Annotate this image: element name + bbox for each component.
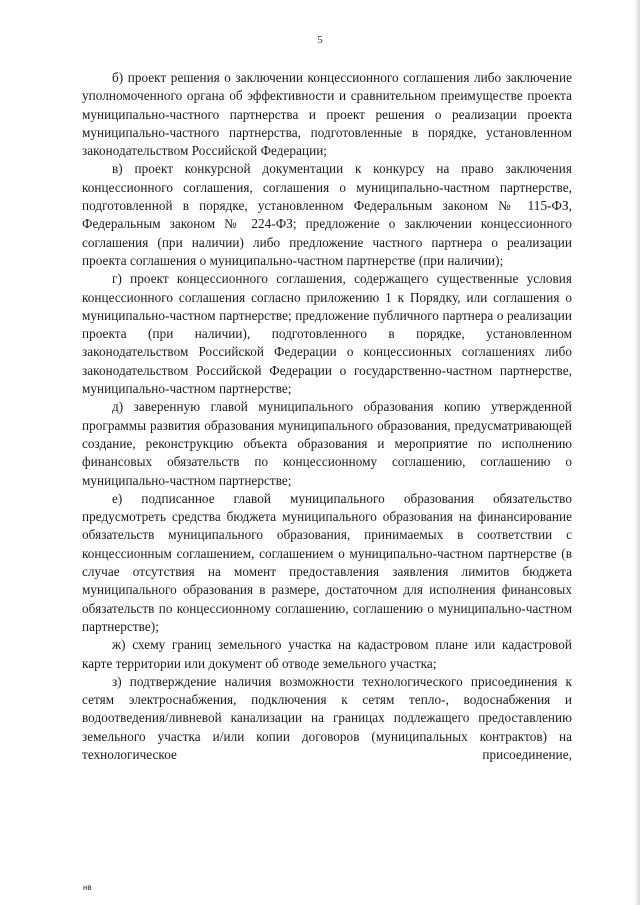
paragraph-zh: ж) схему границ земельного участка на кадастровом плане или кадастровой карте территории или документ об отводе земельного участка; xyxy=(82,637,572,671)
paragraph-d: д) заверенную главой муниципального образования копию утвержденной программы развития образования муниципального образования, предусматривающей создание, реконструкцию объекта образования и мероприятие по исполнению финансовых обязательств по концессионному соглашению, соглашению о муниципально-частном партнерстве; xyxy=(82,399,572,488)
paragraph-b: б) проект решения о заключении концессионного соглашения либо заключение уполномоченного органа об эффективности и сравнительном преимуществе проекта муниципально-частного партнерства и проект решения о реализации проекта муниципально-частного партнерства, подготовленные в порядке, установленном законодательством Российской Федерации; xyxy=(82,70,572,159)
paragraph-z: з) подтверждение наличия возможности технологического присоединения к сетям электроснабжения, подключения к сетям тепло-, водоснабжения и водоотведения/ливневой канализации на границах подлежащего предоставлению земельного участка и/или копии договоров (муниципальных контрактов) на технологическое присоединение, xyxy=(82,673,572,762)
paragraph-e: е) подписанное главой муниципального образования обязательство предусмотреть средства бюджета муниципального образования на финансирование обязательств муниципального образования, принимаемых в соответствии с концессионным соглашением, соглашением о муниципально-частном партнерстве (в случае отсутствия на момент предоставления заявления лимитов бюджета муниципального образования в размере, достаточном для исполнения финансовых обязательств по концессионному соглашению, соглашению о муниципально-частном партнерстве); xyxy=(82,490,572,634)
paragraph-v: в) проект конкурсной документации к конкурсу на право заключения концессионного соглашения, соглашения о муниципально-частном партнерстве, подготовленной в порядке, установленном Федеральным законом № 115-ФЗ, Федеральным законом № 224-ФЗ; предложение о заключении концессионного соглашения (при наличии) либо предложение частного партнера о реализации проекта соглашения о муниципально-частном партнерстве (при наличии); xyxy=(82,161,572,268)
footer-code: нв xyxy=(83,883,92,892)
paragraph-g: г) проект концессионного соглашения, содержащего существенные условия концессионного соглашения согласно приложению 1 к Порядку, или соглашения о муниципально-частном партнерстве; предложение публичного партнера о реализации проекта (при наличии), подготовленного в порядке, установленном законодательством Российской Федерации о концессионных соглашениях либо законодательством Российской Федерации о государственно-частном партнерстве, муниципально-частном партнерстве; xyxy=(82,271,572,397)
scan-edge-shadow xyxy=(634,0,640,905)
page-number: 5 xyxy=(317,34,323,46)
document-body xyxy=(82,69,572,764)
